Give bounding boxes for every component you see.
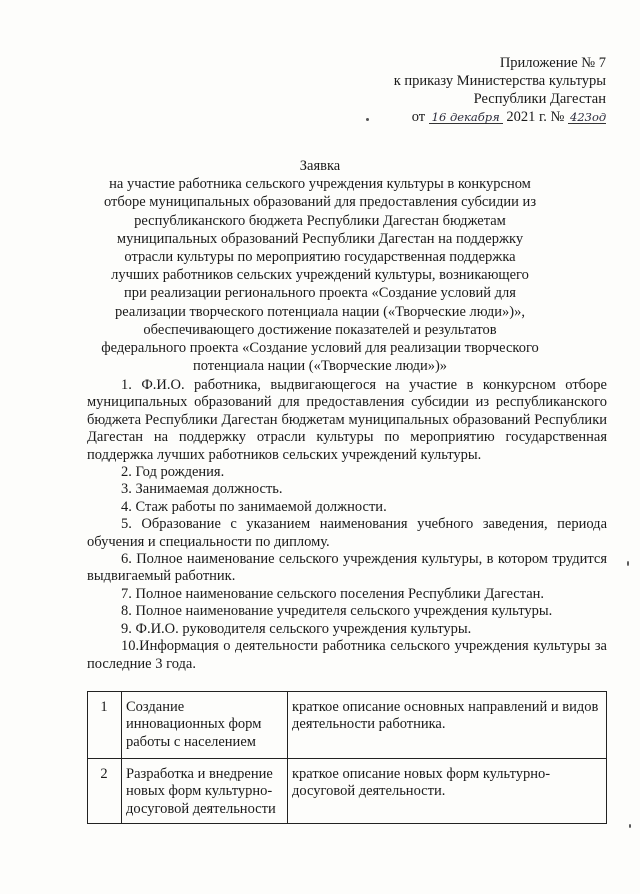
table-row xyxy=(88,692,607,759)
year-text: 2021 г. № xyxy=(506,109,565,125)
scan-speck xyxy=(627,561,629,566)
row-number: 1 xyxy=(88,692,122,759)
item-list xyxy=(87,377,607,673)
date-prefix: от xyxy=(411,109,426,125)
list-item: 2. Год рождения. xyxy=(121,464,225,481)
row-description: краткое описание новых форм культурно-досуговой деятельности. xyxy=(288,759,607,824)
list-item: 5. Образование с указанием наименования учебного заведения, периода обучения и специальности по диплому. xyxy=(87,516,607,550)
application-title xyxy=(100,157,540,375)
list-item: 1. Ф.И.О. работника, выдвигающегося на участие в конкурсном отборе муниципальных образований для предоставления субсидии из республиканского бюджета Республики Дагестан бюджетам муниципальных образований Республики Дагестан на поддержку отрасли культуры по мероприятию государственная поддержка лучших работников сельских учреждений культуры. xyxy=(87,377,607,463)
appendix-number: Приложение № 7 xyxy=(499,55,606,71)
list-item: 10.Информация о деятельности работника сельского учреждения культуры за последние 3 года. xyxy=(87,638,607,672)
appendix-republic: Республики Дагестан xyxy=(473,91,606,107)
table-row xyxy=(88,759,607,824)
list-item: 8. Полное наименование учредителя сельского учреждения культуры. xyxy=(121,603,553,620)
list-item: 6. Полное наименование сельского учреждения культуры, в котором трудится выдвигаемый работник. xyxy=(87,551,607,585)
list-item: 9. Ф.И.О. руководителя сельского учреждения культуры. xyxy=(121,620,472,637)
appendix-date-line xyxy=(394,108,606,126)
appendix-order-ref: к приказу Министерства культуры xyxy=(393,73,606,89)
row-title: Создание инновационных форм работы с населением xyxy=(122,692,288,759)
activity-table xyxy=(87,691,607,824)
list-item: 3. Занимаемая должность. xyxy=(121,481,283,498)
appendix-header xyxy=(394,54,606,126)
scan-speck xyxy=(629,824,631,828)
row-number: 2 xyxy=(88,759,122,824)
title-body: на участие работника сельского учреждения культуры в конкурсном отборе муниципальных образований для предоставления субсидии из республиканского бюджета Республики Дагестан бюджетам муниципальных образований Республики Дагестан на поддержку отрасли культуры по мероприятию государственная поддержка лучших работников сельских учреждений культуры, возникающего при реализации регионального проекта «Создание условий для реализации творческого потенциала нации («Творческие люди»)», обеспечивающего достижение показателей и результатов федерального проекта «Создание условий для реализации творческого потенциала нации («Творческие люди»)» xyxy=(101,176,539,375)
scan-speck xyxy=(366,118,369,121)
handwritten-date: 16 декабря xyxy=(429,111,503,124)
handwritten-order-number: 423од xyxy=(570,110,607,124)
row-description: краткое описание основных направлений и видов деятельности работника. xyxy=(288,692,607,759)
list-item: 4. Стаж работы по занимаемой должности. xyxy=(121,498,387,515)
list-item: 7. Полное наименование сельского поселения Республики Дагестан. xyxy=(121,585,545,602)
row-title: Разработка и внедрение новых форм культурно-досуговой деятельности xyxy=(122,759,288,824)
title-heading: Заявка xyxy=(299,158,341,174)
